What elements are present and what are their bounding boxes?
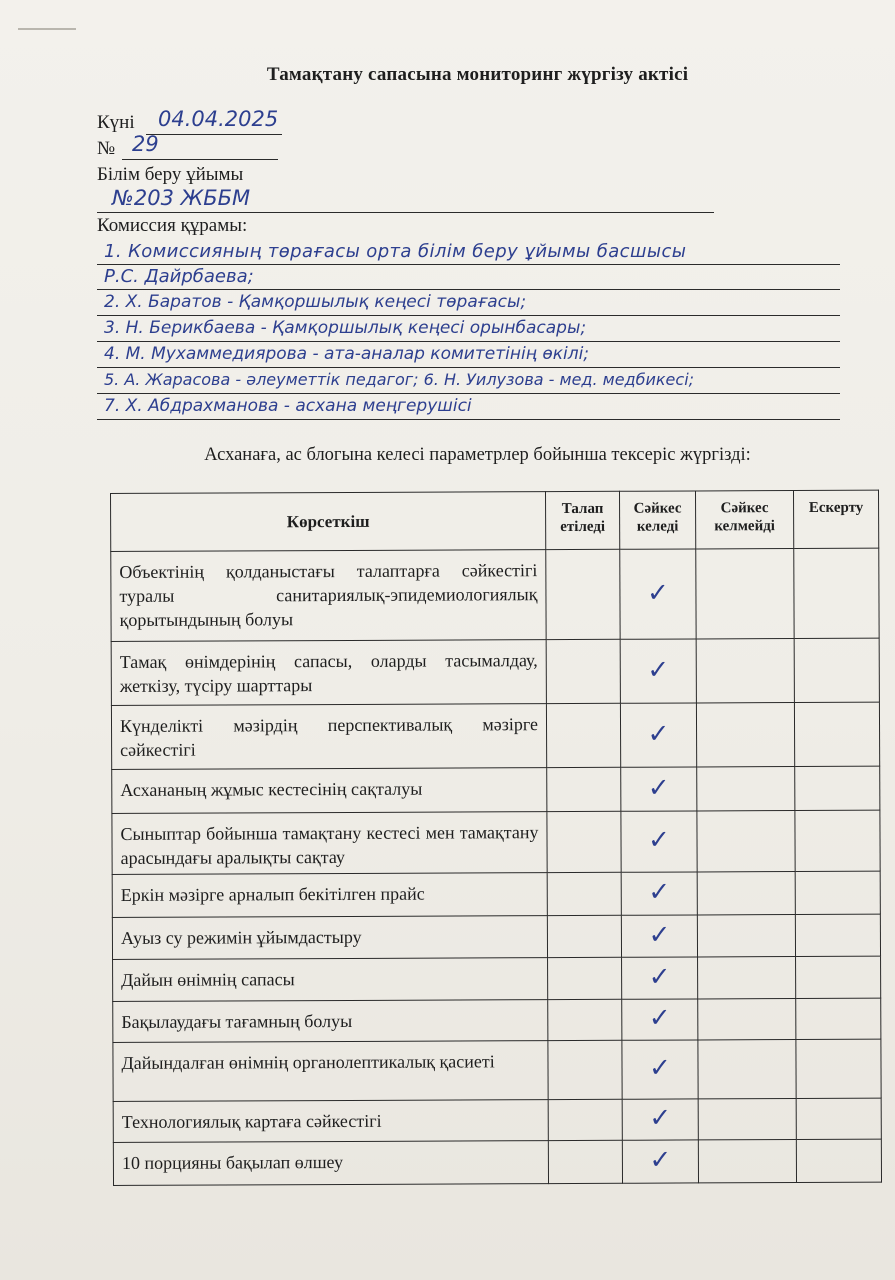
noncompliant-cell <box>696 549 794 639</box>
indicator-cell: Бақылаудағы тағамның болуы <box>113 1000 548 1043</box>
inspection-intro-text: Асханаға, ас блогына келесі параметрлер бойынша тексеріс жүргізді: <box>204 445 751 465</box>
table-row <box>113 1139 881 1185</box>
date-value: 04.04.2025 <box>158 107 279 131</box>
indicator-cell: 10 порцияны бақылап өлшеу <box>113 1141 548 1186</box>
compliant-cell <box>622 1099 698 1140</box>
noncompliant-cell <box>697 811 795 872</box>
commission-underline-2 <box>97 289 840 290</box>
compliant-cell <box>622 999 698 1040</box>
check-mark-icon: ✓ <box>649 1053 671 1084</box>
commission-underline-4 <box>97 341 840 342</box>
table-row <box>111 702 879 769</box>
commission-underline-6 <box>97 393 840 394</box>
commission-underline-3 <box>97 315 840 316</box>
noncompliant-cell <box>697 915 795 957</box>
compliant-cell <box>622 957 698 999</box>
indicator-cell: Күнделікті мәзірдің перспективалық мәзірге сәйкестігі <box>111 704 546 770</box>
header-required: Талап етіледі <box>545 491 619 549</box>
commission-member-line: 4. М. Мухаммедиярова - ата-аналар комитетінің өкілі; <box>104 344 590 364</box>
check-mark-icon: ✓ <box>646 577 669 608</box>
table-row <box>111 548 879 641</box>
noncompliant-cell <box>698 1140 796 1183</box>
indicator-cell: Тамақ өнімдерінің сапасы, оларды тасымалдау, жеткізу, түсіру шарттары <box>111 640 546 706</box>
table-row <box>113 956 881 1001</box>
required-cell <box>547 767 621 811</box>
noncompliant-cell <box>698 957 796 999</box>
commission-underline-5 <box>97 367 840 368</box>
note-cell <box>794 702 879 766</box>
note-cell <box>796 1098 881 1139</box>
note-cell <box>796 1139 881 1182</box>
table-row <box>112 914 880 959</box>
note-cell <box>794 548 879 638</box>
noncompliant-cell <box>698 999 796 1040</box>
date-underline <box>146 134 282 135</box>
noncompliant-cell <box>697 767 795 811</box>
compliant-cell <box>622 1040 698 1099</box>
required-cell <box>546 639 620 703</box>
header-note: Ескерту <box>793 490 878 548</box>
noncompliant-cell <box>696 639 794 703</box>
document-title: Тамақтану сапасына мониторинг жүргізу актісі <box>266 64 689 85</box>
commission-label: Комиссия құрамы: <box>97 215 248 236</box>
table-row <box>112 766 880 813</box>
indicator-cell: Технологиялық картаға сәйкестігі <box>113 1100 548 1143</box>
compliant-cell <box>621 767 697 811</box>
indicator-cell: Асхананың жұмыс кестесінің сақталуы <box>112 768 547 814</box>
required-cell <box>548 957 622 999</box>
table-header-row <box>111 490 879 551</box>
indicator-cell: Дайын өнімнің сапасы <box>113 958 548 1002</box>
org-value: №203 ЖББМ <box>112 186 251 210</box>
noncompliant-cell <box>698 1099 796 1140</box>
indicator-cell: Ауыз су режимін ұйымдастыру <box>112 916 547 960</box>
compliant-cell <box>620 703 696 767</box>
check-mark-icon: ✓ <box>647 654 670 685</box>
check-mark-icon: ✓ <box>647 718 670 749</box>
compliant-cell <box>621 811 697 872</box>
check-mark-icon: ✓ <box>648 825 670 856</box>
number-label: № <box>97 138 116 159</box>
commission-member-line: 1. Комиссияның төрағасы орта білім беру ұйымы басшысы <box>104 241 687 262</box>
compliant-cell <box>621 915 697 957</box>
table-row <box>112 810 880 874</box>
table-row <box>111 638 879 705</box>
table-row <box>113 998 881 1042</box>
commission-underline-1 <box>97 264 840 265</box>
required-cell <box>546 703 620 767</box>
required-cell <box>548 999 622 1040</box>
number-value: 29 <box>132 132 159 156</box>
indicator-cell: Объектінің қолданыстағы талаптарға сәйкестігі туралы санитариялық-эпидемиологиялық қорытындының болуы <box>111 550 546 642</box>
commission-member-line: 5. А. Жарасова - әлеуметтік педагог; 6. Н. Уилузова - мед. медбикесі; <box>104 370 695 389</box>
note-cell <box>795 871 880 914</box>
noncompliant-cell <box>697 872 795 915</box>
compliant-cell <box>620 639 696 703</box>
org-label: Білім беру ұйымы <box>97 164 244 185</box>
indicator-cell: Дайындалған өнімнің органолептикалық қасиеті <box>113 1041 548 1102</box>
table-row <box>112 871 880 917</box>
required-cell <box>546 549 620 639</box>
header-indicator: Көрсеткіш <box>111 492 546 552</box>
required-cell <box>548 1099 622 1140</box>
check-mark-icon: ✓ <box>648 961 671 992</box>
header-compliant: Сәйкес келеді <box>619 491 695 549</box>
noncompliant-cell <box>698 1040 796 1099</box>
compliant-cell <box>620 549 696 639</box>
check-mark-icon: ✓ <box>649 1103 672 1134</box>
note-cell <box>796 998 881 1039</box>
page-edge-mark <box>18 28 76 30</box>
required-cell <box>547 915 621 957</box>
commission-member-line: 7. Х. Абдрахманова - асхана меңгерушісі <box>104 396 472 416</box>
check-mark-icon: ✓ <box>647 772 670 803</box>
commission-underline-7 <box>97 419 840 420</box>
compliant-cell <box>622 1140 698 1183</box>
note-cell <box>795 914 880 956</box>
required-cell <box>547 872 621 915</box>
table-row <box>113 1098 881 1142</box>
check-mark-icon: ✓ <box>648 1003 671 1034</box>
note-cell <box>796 956 881 998</box>
indicator-cell: Еркін мәзірге арналып бекітілген прайс <box>112 873 547 918</box>
commission-member-line: 2. Х. Баратов - Қамқоршылық кеңесі төрағасы; <box>104 292 527 312</box>
note-cell <box>795 810 880 871</box>
note-cell <box>796 1039 881 1098</box>
required-cell <box>548 1140 622 1183</box>
commission-member-line: 3. Н. Берикбаева - Қамқоршылық кеңесі орынбасары; <box>104 318 587 338</box>
number-underline <box>122 159 278 160</box>
note-cell <box>795 766 880 810</box>
noncompliant-cell <box>696 703 794 767</box>
check-mark-icon: ✓ <box>648 919 671 950</box>
commission-member-line: Р.С. Дайрбаева; <box>104 266 254 287</box>
indicator-cell: Сыныптар бойынша тамақтану кестесі мен тамақтану арасындағы аралықты сақтау <box>112 812 547 875</box>
inspection-table <box>110 490 882 1186</box>
check-mark-icon: ✓ <box>649 1145 672 1176</box>
required-cell <box>548 1040 622 1099</box>
note-cell <box>794 638 879 702</box>
header-noncompliant: Сәйкес келмейді <box>695 491 793 549</box>
required-cell <box>547 811 621 872</box>
check-mark-icon: ✓ <box>648 877 671 908</box>
org-underline <box>97 212 714 213</box>
date-label: Күні <box>97 112 135 133</box>
compliant-cell <box>621 872 697 915</box>
table-row <box>113 1039 881 1101</box>
